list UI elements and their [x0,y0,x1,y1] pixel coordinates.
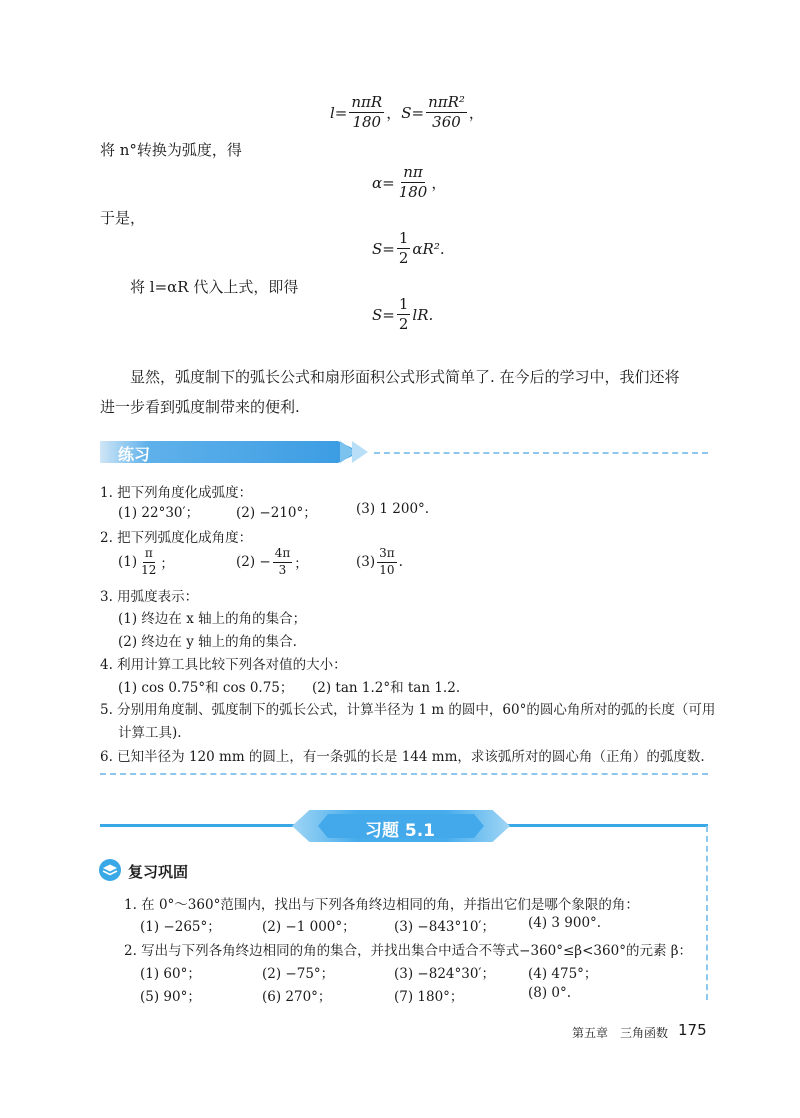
exercises-title: 习题 5.1 [364,821,436,841]
fraction [349,94,384,132]
formula-text: ， [468,104,484,123]
formula-text: S= [372,239,395,258]
formula-text: l= [330,103,348,122]
practice-q3: 3. 用弧度表示： [100,589,199,605]
review-layers-icon [98,858,122,882]
practice-q2c [356,547,403,578]
fraction [273,547,293,578]
practice-q3a: (1) 终边在 x 轴上的角的集合； [118,611,307,627]
formula-area-l [372,296,433,334]
exercise-e2a: (1) 60°； [140,966,201,982]
formula-text: S= [372,305,395,324]
denominator: 12 [141,562,157,577]
chevron-icon [352,441,368,463]
formula-alpha [372,164,446,202]
item-label: (2) − [236,554,271,571]
denominator: 180 [398,183,428,202]
practice-q5-line2: 计算工具). [118,725,182,741]
fraction [397,296,411,334]
exercise-e2g: (7) 180°； [394,989,464,1005]
practice-title: 练习 [118,445,151,464]
review-title: 复习巩固 [128,863,189,881]
numerator: nπR² [426,94,467,113]
practice-q1c: (3) 1 200°. [356,501,430,517]
formula-area-alpha [372,230,445,268]
formula-text: α= [372,173,395,192]
exercise-e2d: (4) 475°； [528,966,598,982]
practice-q2: 2. 把下列弧度化成角度： [100,530,253,546]
numerator: 4π [273,547,293,563]
exercise-e2b: (2) −75°； [262,966,335,982]
denominator: 180 [352,113,382,132]
page-number: 175 [678,1021,707,1039]
divider-dashed [374,452,708,454]
item-end: ； [160,556,174,573]
practice-q2a [118,547,174,578]
practice-q3b: (2) 终边在 y 轴上的角的集合. [118,634,297,650]
text-substitute: 将 l=αR 代入上式，即得 [130,278,299,296]
formula-text: S= [401,103,425,122]
practice-q4b: (2) tan 1.2°和 tan 1.2. [312,680,461,696]
exercise-e2h: (8) 0°. [528,985,572,1001]
fraction [139,547,158,578]
exercise-e1c: (3) −843°10′； [394,919,495,935]
formula-arc-length-and-area [330,94,484,132]
exercise-e2f: (6) 270°； [262,989,332,1005]
paragraph-line-1: 显然，弧度制下的弧长公式和扇形面积公式形式简单了. 在今后的学习中，我们还将 [130,368,680,386]
numerator: π [143,547,155,563]
formula-text: αR². [412,239,445,258]
formula-text: lR. [412,305,434,324]
exercise-e2e: (5) 90°； [140,989,201,1005]
exercise-e1d: (4) 3 900°. [528,915,602,931]
denominator: 3 [278,562,287,577]
practice-q1b: (2) −210°； [236,505,317,521]
denominator: 2 [398,315,409,334]
exercise-e2: 2. 写出与下列各角终边相同的角的集合，并找出集合中适合不等式−360°≤β<360°的元素 β： [124,943,693,959]
exercise-e1: 1. 在 0°～360°范围内，找出与下列各角终边相同的角，并指出它们是哪个象限的角： [124,897,639,913]
numerator: nπR [349,94,384,113]
practice-q6: 6. 已知半径为 120 mm 的圆上，有一条弧的长是 144 mm，求该弧所对的圆心角（正角）的弧度数. [100,749,705,765]
exercise-e1b: (2) −1 000°； [262,919,356,935]
text-convert-n: 将 n°转换为弧度，得 [100,141,242,159]
fraction [426,94,467,132]
formula-text: ， [431,174,447,193]
exercise-e2c: (3) −824°30′； [394,966,495,982]
practice-q4: 4. 利用计算工具比较下列各对值的大小： [100,657,347,673]
divider-dashed [100,773,708,775]
text-therefore: 于是， [100,209,146,227]
denominator: 2 [398,249,409,268]
numerator: 3π [377,547,397,563]
practice-q2b [236,547,308,578]
denominator: 360 [432,113,461,132]
item-label: (3) [356,554,376,571]
denominator: 10 [379,562,395,577]
item-label: (1) [118,554,138,571]
fraction [377,547,397,578]
practice-q1: 1. 把下列角度化成弧度： [100,485,253,501]
exercise-e1a: (1) −265°； [140,919,221,935]
item-end: . [398,554,403,571]
fraction [397,164,430,202]
formula-text: ， [386,104,402,123]
paragraph-line-2: 进一步看到弧度制带来的便利. [100,398,300,416]
exercises-side-line [706,826,708,1000]
practice-q5-line1: 5. 分别用角度制、弧度制下的弧长公式，计算半径为 1 m 的圆中，60°的圆心角所对的弧的长度（可用 [100,702,716,718]
fraction [397,230,411,268]
numerator: 1 [397,296,411,315]
practice-q4a: (1) cos 0.75°和 cos 0.75； [118,680,294,696]
numerator: nπ [401,164,425,183]
item-end: ； [294,556,308,573]
numerator: 1 [397,230,411,249]
practice-q1a: (1) 22°30′； [118,505,200,521]
footer-chapter: 第五章 三角函数 [572,1026,669,1040]
